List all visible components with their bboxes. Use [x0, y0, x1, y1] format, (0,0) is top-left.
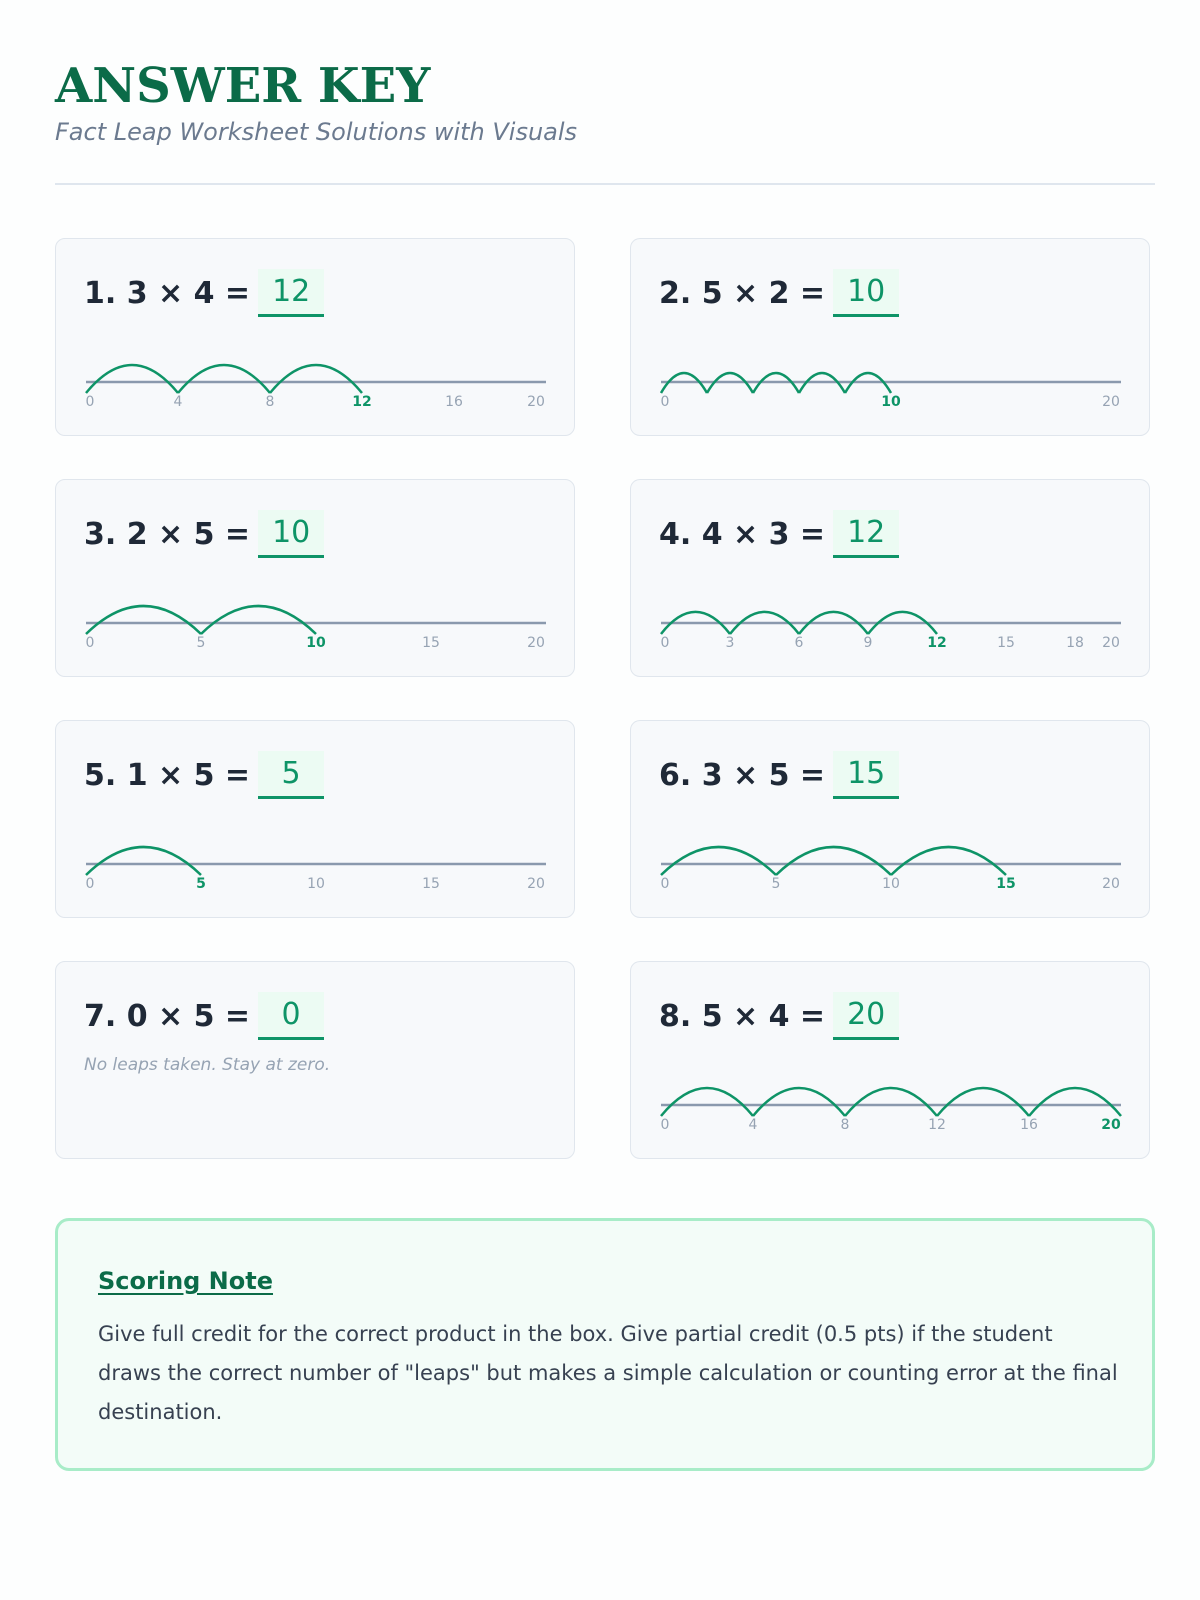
- tick-label: 0: [660, 876, 670, 892]
- question-text: 2. 5 × 2 =: [659, 275, 826, 311]
- page-title: ANSWER KEY: [55, 58, 431, 114]
- tick-label: 0: [660, 1117, 670, 1133]
- answer-box: 10: [833, 269, 899, 317]
- leap-arc: [201, 606, 316, 634]
- page-subtitle: Fact Leap Worksheet Solutions with Visuals: [55, 118, 578, 146]
- scoring-note-title: Scoring Note: [98, 1267, 274, 1295]
- tick-label: 10: [306, 635, 326, 651]
- tick-label: 20: [527, 394, 545, 410]
- tick-label: 4: [748, 1117, 758, 1133]
- question-text: 5. 1 × 5 =: [84, 757, 251, 793]
- leap-arc: [1029, 1088, 1121, 1116]
- tick-label: 16: [1020, 1117, 1038, 1133]
- question-text: 8. 5 × 4 =: [659, 998, 826, 1034]
- number-line: [631, 239, 1151, 437]
- leap-arc: [178, 365, 270, 393]
- tick-label: 4: [173, 394, 183, 410]
- tick-label: 15: [422, 635, 440, 651]
- number-line: [56, 480, 576, 678]
- tick-label: 0: [660, 635, 670, 651]
- question-text: 3. 2 × 5 =: [84, 516, 251, 552]
- tick-label: 12: [927, 635, 947, 651]
- answer-box: 12: [833, 510, 899, 558]
- tick-label: 0: [85, 635, 95, 651]
- leap-arc: [937, 1088, 1029, 1116]
- leap-arc: [753, 1088, 845, 1116]
- tick-label: 16: [445, 394, 463, 410]
- leap-arc: [845, 1088, 937, 1116]
- number-line: [631, 721, 1151, 919]
- answer-box: 5: [258, 751, 324, 799]
- number-line: [631, 962, 1151, 1160]
- problem-card: [630, 961, 1150, 1159]
- leap-arc: [661, 847, 776, 875]
- leap-arc: [661, 1088, 753, 1116]
- tick-label: 0: [660, 394, 670, 410]
- tick-label: 3: [725, 635, 735, 651]
- answer-box: 12: [258, 269, 324, 317]
- tick-label: 0: [85, 394, 95, 410]
- problem-card: [630, 479, 1150, 677]
- tick-label: 0: [85, 876, 95, 892]
- question-text: 6. 3 × 5 =: [659, 757, 826, 793]
- tick-label: 10: [307, 876, 325, 892]
- question-text: 7. 0 × 5 =: [84, 998, 251, 1034]
- scoring-note-box: [55, 1218, 1155, 1471]
- tick-label: 18: [1066, 635, 1084, 651]
- number-line: [56, 239, 576, 437]
- problem-card: [630, 720, 1150, 918]
- tick-label: 8: [840, 1117, 850, 1133]
- answer-box: 20: [833, 992, 899, 1040]
- tick-label: 5: [196, 876, 206, 892]
- tick-label: 15: [422, 876, 440, 892]
- problem-card: [55, 479, 575, 677]
- tick-label: 20: [1102, 394, 1120, 410]
- number-line: [56, 721, 576, 919]
- answer-box: 15: [833, 751, 899, 799]
- tick-label: 5: [771, 876, 781, 892]
- tick-label: 9: [863, 635, 873, 651]
- header-divider: [55, 183, 1155, 185]
- problem-card: [630, 238, 1150, 436]
- tick-label: 20: [1102, 876, 1120, 892]
- tick-label: 15: [996, 876, 1016, 892]
- leap-arc: [86, 847, 201, 875]
- tick-label: 20: [1101, 1117, 1121, 1133]
- leap-arc: [891, 847, 1006, 875]
- leap-arc: [270, 365, 362, 393]
- tick-label: 8: [265, 394, 275, 410]
- problem-card: [55, 961, 575, 1159]
- tick-label: 20: [527, 635, 545, 651]
- question-row: [84, 992, 324, 1040]
- question-text: 1. 3 × 4 =: [84, 275, 251, 311]
- tick-label: 12: [928, 1117, 946, 1133]
- tick-label: 10: [882, 876, 900, 892]
- tick-label: 12: [352, 394, 372, 410]
- question-text: 4. 4 × 3 =: [659, 516, 826, 552]
- problem-card: [55, 720, 575, 918]
- tick-label: 15: [997, 635, 1015, 651]
- number-line: [631, 480, 1151, 678]
- leap-arc: [86, 365, 178, 393]
- answer-box: 0: [258, 992, 324, 1040]
- scoring-note-body: Give full credit for the correct product in the box. Give partial credit (0.5 pts) if the student draws the correct number of "leaps" but makes a simple calculation or counting error at the final destination.: [98, 1322, 1118, 1424]
- tick-label: 20: [1102, 635, 1120, 651]
- tick-label: 6: [794, 635, 804, 651]
- answer-box: 10: [258, 510, 324, 558]
- tick-label: 10: [881, 394, 901, 410]
- leap-arc: [776, 847, 891, 875]
- tick-label: 20: [527, 876, 545, 892]
- problem-card: [55, 238, 575, 436]
- tick-label: 5: [196, 635, 206, 651]
- leap-arc: [86, 606, 201, 634]
- problem-note: No leaps taken. Stay at zero.: [84, 1055, 331, 1075]
